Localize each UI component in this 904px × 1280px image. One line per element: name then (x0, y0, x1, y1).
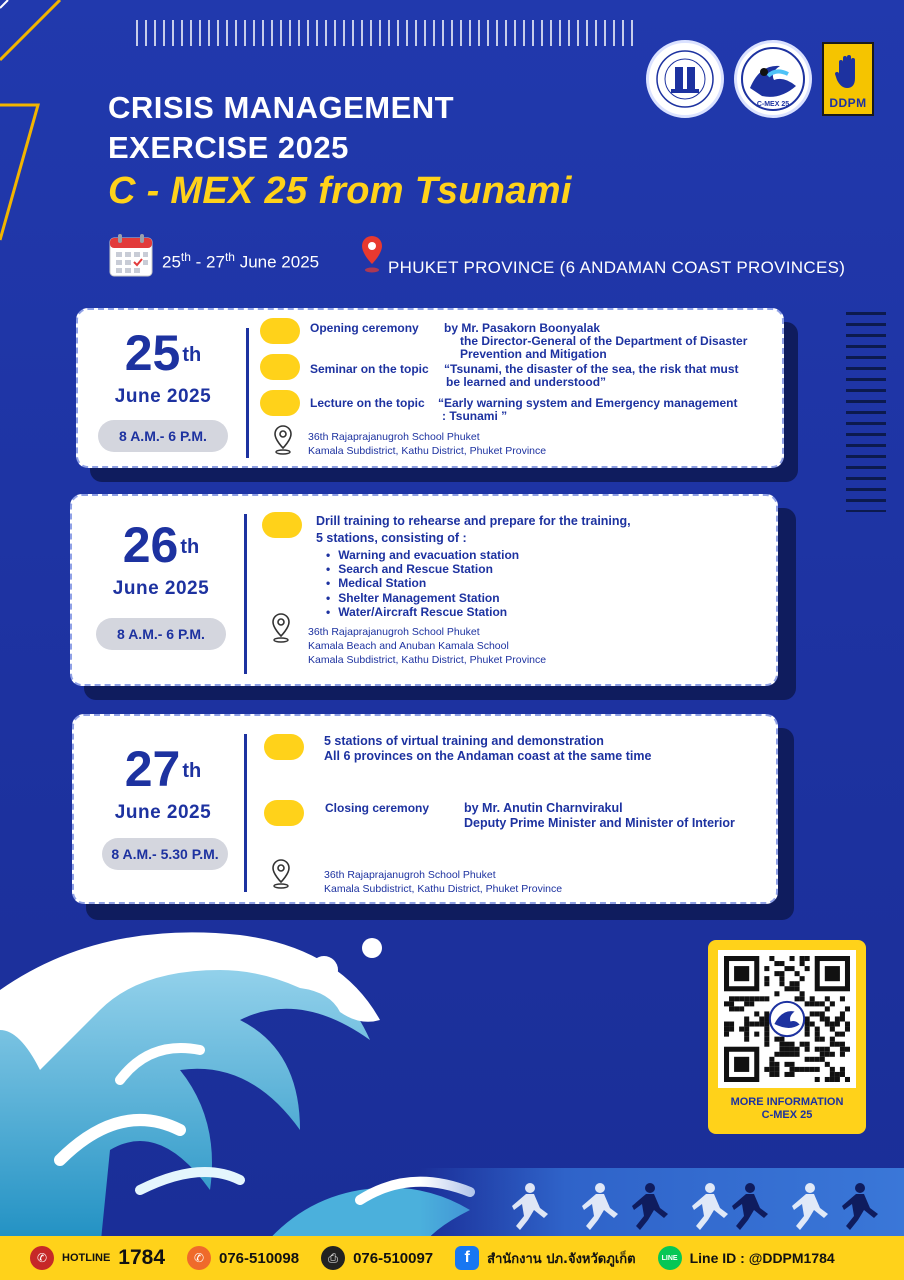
detail-line: All 6 provinces on the Andaman coast at the same time (324, 749, 652, 763)
agenda-item-detail (324, 735, 764, 763)
map-pin-icon (360, 234, 384, 274)
qr-caption (718, 1096, 856, 1122)
list-item: • Water/Aircraft Rescue Station (326, 605, 519, 619)
title-line-1: CRISIS MANAGEMENT (108, 90, 455, 125)
bullet-marker (260, 318, 300, 344)
phone-icon: ✆ (30, 1246, 54, 1270)
event-meta (108, 232, 868, 278)
agenda-item-detail (444, 363, 774, 389)
date-start-day: 25 (162, 252, 181, 272)
time-badge: 8 A.M.- 6 P.M. (98, 420, 228, 452)
bullet-marker (260, 390, 300, 416)
venue-line: Kamala Subdistrict, Kathu District, Phuket Province (308, 445, 547, 457)
running-people-illustration (500, 1176, 900, 1236)
facebook-contact[interactable] (455, 1246, 635, 1270)
qr-code-graphic (724, 956, 850, 1082)
day-number-value: 26 (122, 517, 179, 573)
hotline-number: 1784 (118, 1246, 165, 1269)
top-stripes (136, 20, 636, 46)
phuket-seal-logo (646, 40, 724, 118)
bullet-marker (260, 354, 300, 380)
divider-line (244, 514, 247, 674)
day-number (96, 517, 226, 573)
venue-line: 36th Rajaprajanugroh School Phuket (308, 626, 480, 638)
location-pin-icon (272, 424, 294, 456)
list-item: • Shelter Management Station (326, 591, 519, 605)
drill-intro (316, 515, 756, 545)
detail-line: Deputy Prime Minister and Minister of Interior (464, 816, 735, 830)
day-number (98, 741, 228, 797)
day-header (98, 741, 228, 824)
agenda-item-label: Lecture on the topic (310, 396, 425, 410)
line-app-icon: LINE (658, 1246, 682, 1270)
intro-line: 5 stations, consisting of : (316, 531, 467, 545)
telephone-icon: ✆ (187, 1246, 211, 1270)
day-card-25 (76, 308, 784, 468)
fax-contact[interactable] (321, 1246, 433, 1270)
detail-line: “Early warning system and Emergency management (438, 396, 738, 410)
agenda-item-label: Seminar on the topic (310, 362, 429, 376)
agenda-item-label: Opening ceremony (310, 321, 419, 335)
venue-info (308, 625, 546, 667)
day-card-26 (70, 494, 778, 686)
bullet-marker (264, 800, 304, 826)
cmex-logo-text: C-MEX 25 (756, 101, 790, 108)
event-location: PHUKET PROVINCE (6 ANDAMAN COAST PROVINCES) (388, 258, 846, 277)
detail-line: 5 stations of virtual training and demonstration (324, 734, 604, 748)
facebook-page-name: สำนักงาน ปภ.จังหวัดภูเก็ต (487, 1251, 636, 1267)
day-header (96, 517, 226, 600)
venue-line: 36th Rajaprajanugroh School Phuket (324, 869, 496, 881)
day-number-value: 27 (124, 741, 181, 797)
day-number (98, 325, 228, 381)
time-badge: 8 A.M.- 6 P.M. (96, 618, 226, 650)
line-id: Line ID : @DDPM1784 (689, 1250, 835, 1266)
station-list (326, 548, 519, 619)
day-month: June 2025 (114, 802, 212, 823)
ddpm-logo-text: DDPM (829, 96, 867, 110)
day-month: June 2025 (112, 578, 210, 599)
venue-info (308, 430, 546, 458)
time-badge: 8 A.M.- 5.30 P.M. (102, 838, 228, 870)
day-card-27 (72, 714, 778, 904)
list-item: • Medical Station (326, 576, 519, 590)
location-pin-icon (270, 612, 292, 644)
list-item: • Search and Rescue Station (326, 562, 519, 576)
logo-group (646, 40, 874, 118)
title-line-2: EXERCISE 2025 (108, 130, 349, 165)
divider-line (244, 734, 247, 892)
divider-line (246, 328, 249, 458)
page-title (108, 88, 588, 168)
line-contact[interactable] (658, 1246, 835, 1270)
fax-number: 076-510097 (353, 1249, 434, 1267)
detail-line: “Tsunami, the disaster of the sea, the risk that must (444, 362, 739, 376)
agenda-item-detail (464, 802, 774, 830)
venue-line: Kamala Beach and Anuban Kamala School (308, 640, 509, 652)
detail-line: : Tsunami ” (442, 409, 508, 423)
page-subtitle: C - MEX 25 from Tsunami (108, 170, 572, 212)
agenda-item-detail (444, 322, 774, 361)
date-end-day: 27 (206, 252, 225, 272)
venue-info (324, 868, 562, 896)
fax-icon: ⎙ (321, 1246, 345, 1270)
agenda-item-label: Closing ceremony (325, 801, 430, 815)
bullet-marker (262, 512, 302, 538)
hotline-label: HOTLINE (62, 1252, 111, 1264)
detail-line: Prevention and Mitigation (460, 347, 607, 361)
venue-line: Kamala Subdistrict, Kathu District, Phuket Province (324, 883, 563, 895)
venue-line: 36th Rajaprajanugroh School Phuket (308, 431, 480, 443)
ddpm-logo (822, 42, 874, 116)
intro-line: Drill training to rehearse and prepare for the training, (316, 514, 631, 528)
qr-code[interactable] (718, 950, 856, 1088)
date-month: June 2025 (234, 252, 320, 272)
qr-caption-line: MORE INFORMATION (730, 1096, 844, 1108)
calendar-icon (108, 232, 154, 278)
detail-line: the Director-General of the Department of Disaster (460, 334, 748, 348)
day-number-value: 25 (124, 325, 181, 381)
agenda-item-detail (438, 397, 778, 423)
day-header (98, 325, 228, 408)
event-dates (162, 250, 319, 273)
day-number-suffix: th (182, 760, 202, 782)
detail-line: be learned and understood” (446, 375, 607, 389)
detail-line: by Mr. Anutin Charnvirakul (464, 801, 623, 815)
day-month: June 2025 (114, 386, 212, 407)
qr-card[interactable] (708, 940, 866, 1134)
date-end-suffix: th (224, 250, 235, 264)
cmex-logo (734, 40, 812, 118)
right-stripes (846, 312, 886, 512)
hotline[interactable] (30, 1246, 165, 1270)
list-item: • Warning and evacuation station (326, 548, 519, 562)
footer-contact-bar (0, 1236, 904, 1280)
day-number-suffix: th (182, 344, 202, 366)
phone-number: 076-510098 (219, 1249, 300, 1267)
detail-line: by Mr. Pasakorn Boonyalak (444, 321, 601, 335)
date-start-suffix: th (180, 250, 191, 264)
facebook-icon: f (455, 1246, 479, 1270)
bullet-marker (264, 734, 304, 760)
date-separator: - (190, 252, 207, 272)
location-pin-icon (270, 858, 292, 890)
qr-caption-line: C-MEX 25 (761, 1109, 813, 1121)
phone-contact[interactable] (187, 1246, 299, 1270)
venue-line: Kamala Subdistrict, Kathu District, Phuket Province (308, 654, 547, 666)
day-number-suffix: th (180, 536, 200, 558)
hand-icon (833, 52, 863, 92)
